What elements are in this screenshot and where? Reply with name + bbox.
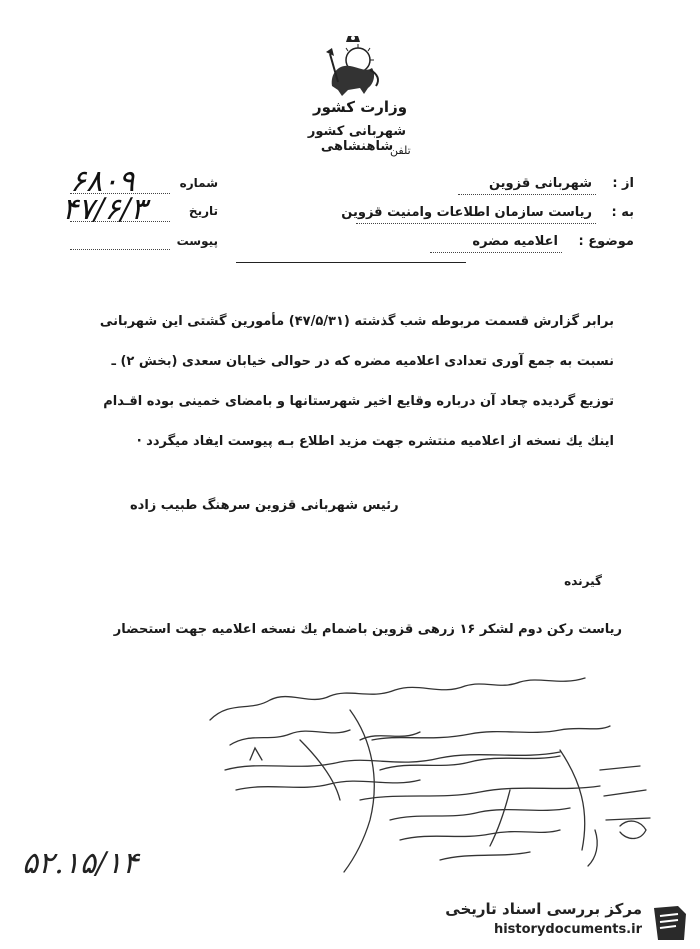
recipient-text: رياست ركن دوم لشكر ۱۶ زرهی قزوين باضمام يك نسخه اعلاميه جهت استحضار (113, 622, 622, 637)
recipient-label: گيرنده (564, 574, 602, 588)
from-label: از : (612, 176, 634, 191)
handwritten-date: ۴۷/۶/۳ (62, 192, 147, 227)
body-line-1: برابر گزارش قسمت مربوطه شب گذشته (۴۷/۵/۳۱) مأمورين گشتی اين شهربانی (99, 314, 614, 329)
to-label: به : (611, 205, 634, 220)
document-center-logo-icon (650, 902, 690, 944)
subject-label: موضوع : (578, 234, 634, 249)
to-value: رياست سازمان اطلاعات وامنيت قزوين (341, 205, 592, 220)
number-label: شماره (179, 176, 218, 190)
watermark-url: historydocuments.ir (493, 922, 642, 937)
phone-label: تلفن (390, 144, 411, 157)
body-line-3: توزيع گرديده چعاد آن درباره وقايع اخير شهرستانها و بامضای خمينی بوده اقـدام (103, 394, 614, 409)
from-value: شهربانی قزوین (488, 176, 592, 191)
date-label: تاريخ (188, 204, 218, 218)
office-title: شهربانی كشور شاهنشاهی (307, 124, 407, 154)
ministry-title: وزارت كشور (312, 98, 408, 116)
handwritten-number: ۶۸۰۹ (70, 164, 135, 199)
handwritten-annotation-date: ۵۲.۱۵/۱۴ (22, 846, 139, 881)
body-line-4: اينك يك نسخه از اعلاميه منتشره جهت مزيد اطلاع بـه پيوست ايفاد ميگردد · (136, 434, 614, 449)
attachment-label: پیوست (176, 234, 218, 248)
signature-line: رئيس شهربانی قزوين سرهنگ طبيب زاده (130, 498, 399, 513)
body-line-2: نسبت به جمع آوری تعدادی اعلاميه مضره كه در حوالی خيابان سعدی (بخش ۲) ـ (111, 354, 614, 369)
subject-value: اعلاميه مضره (472, 234, 558, 249)
watermark-title: مركز بررسی اسناد تاريخی (445, 900, 642, 918)
